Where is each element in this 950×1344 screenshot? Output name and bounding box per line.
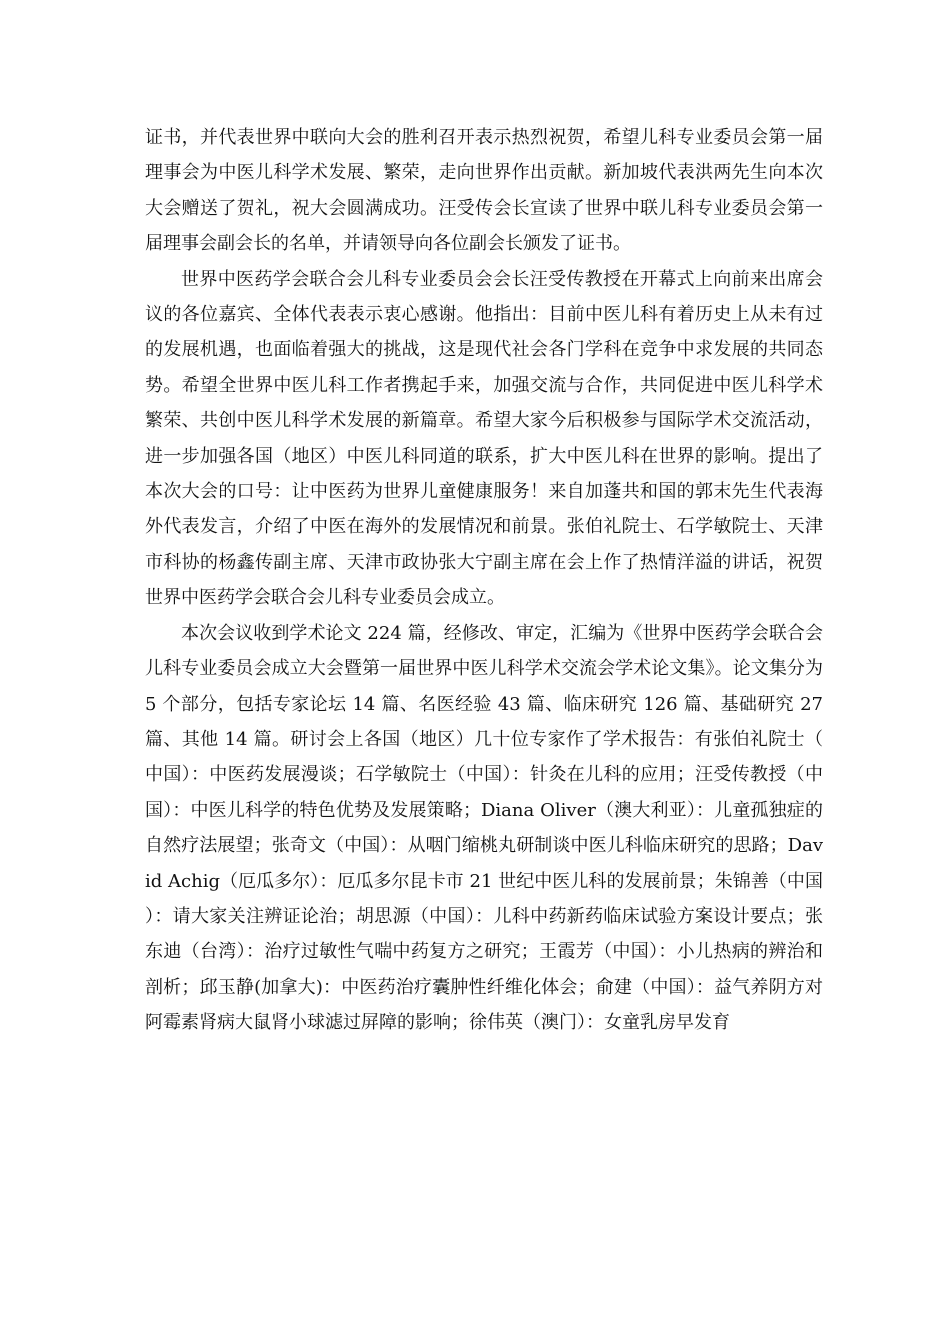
paragraph-certificate-continuation: 证书，并代表世界中联向大会的胜利召开表示热烈祝贺，希望儿科专业委员会第一届理事会为中医儿科学术发展、繁荣，走向世界作出贡献。新加坡代表洪两先生向本次大会赠送了贺礼，祝大会圆满成功。汪受传会长宣读了世界中联儿科专业委员会第一届理事会副会长的名单，并请领导向各位副会长颁发了证书。	[145, 127, 823, 255]
paragraph-papers-and-reports: 本次会议收到学术论文 224 篇，经修改、审定，汇编为《世界中医药学会联合会儿科专业委员会成立大会暨第一届世界中医儿科学术交流会学术论文集》。论文集分为 5 个部分，包括专家论坛 14 篇、名医经验 43 篇、临床研究 126 篇、基础研究 27 篇、其他 14 篇。研讨会上各国（地区）几十位专家作了学术报告：有张伯礼院士（中国）：中医药发展漫谈；石学敏院士（中国）：针灸在儿科的应用；汪受传教授（中国）：中医儿科学的特色优势及发展策略；Diana Oliver（澳大利亚）：儿童孤独症的自然疗法展望；张奇文（中国）：从咽门缩桃丸研制谈中医儿科临床研究的思路；David Achig（厄瓜多尔）：厄瓜多尔昆卡市 21 世纪中医儿科的发展前景；朱锦善（中国）：请大家关注辨证论治；胡思源（中国）：儿科中药新药临床试验方案设计要点；张东迪（台湾）：治疗过敏性气喘中药复方之研究；王霞芳（中国）：小儿热病的辨治和剖析；邱玉静(加拿大)：中医药治疗囊肿性纤维化体会；俞建（中国）：益气养阴方对阿霉素肾病大鼠肾小球滤过屏障的影响；徐伟英（澳门）：女童乳房早发育	[145, 622, 823, 1034]
paragraph-president-speech: 世界中医药学会联合会儿科专业委员会会长汪受传教授在开幕式上向前来出席会议的各位嘉宾、全体代表表示衷心感谢。他指出：目前中医儿科有着历史上从未有过的发展机遇，也面临着强大的挑战，这是现代社会各门学科在竞争中求发展的共同态势。希望全世界中医儿科工作者携起手来，加强交流与合作，共同促进中医儿科学术繁荣、共创中医儿科学术发展的新篇章。希望大家今后积极参与国际学术交流活动，进一步加强各国（地区）中医儿科同道的联系，扩大中医儿科在世界的影响。提出了本次大会的口号：让中医药为世界儿童健康服务！来自加蓬共和国的郭末先生代表海外代表发言，介绍了中医在海外的发展情况和前景。张伯礼院士、石学敏院士、天津市科协的杨鑫传副主席、天津市政协张大宁副主席在会上作了热情洋溢的讲话，祝贺世界中医药学会联合会儿科专业委员会成立。	[145, 268, 823, 609]
document-body	[145, 120, 823, 1041]
